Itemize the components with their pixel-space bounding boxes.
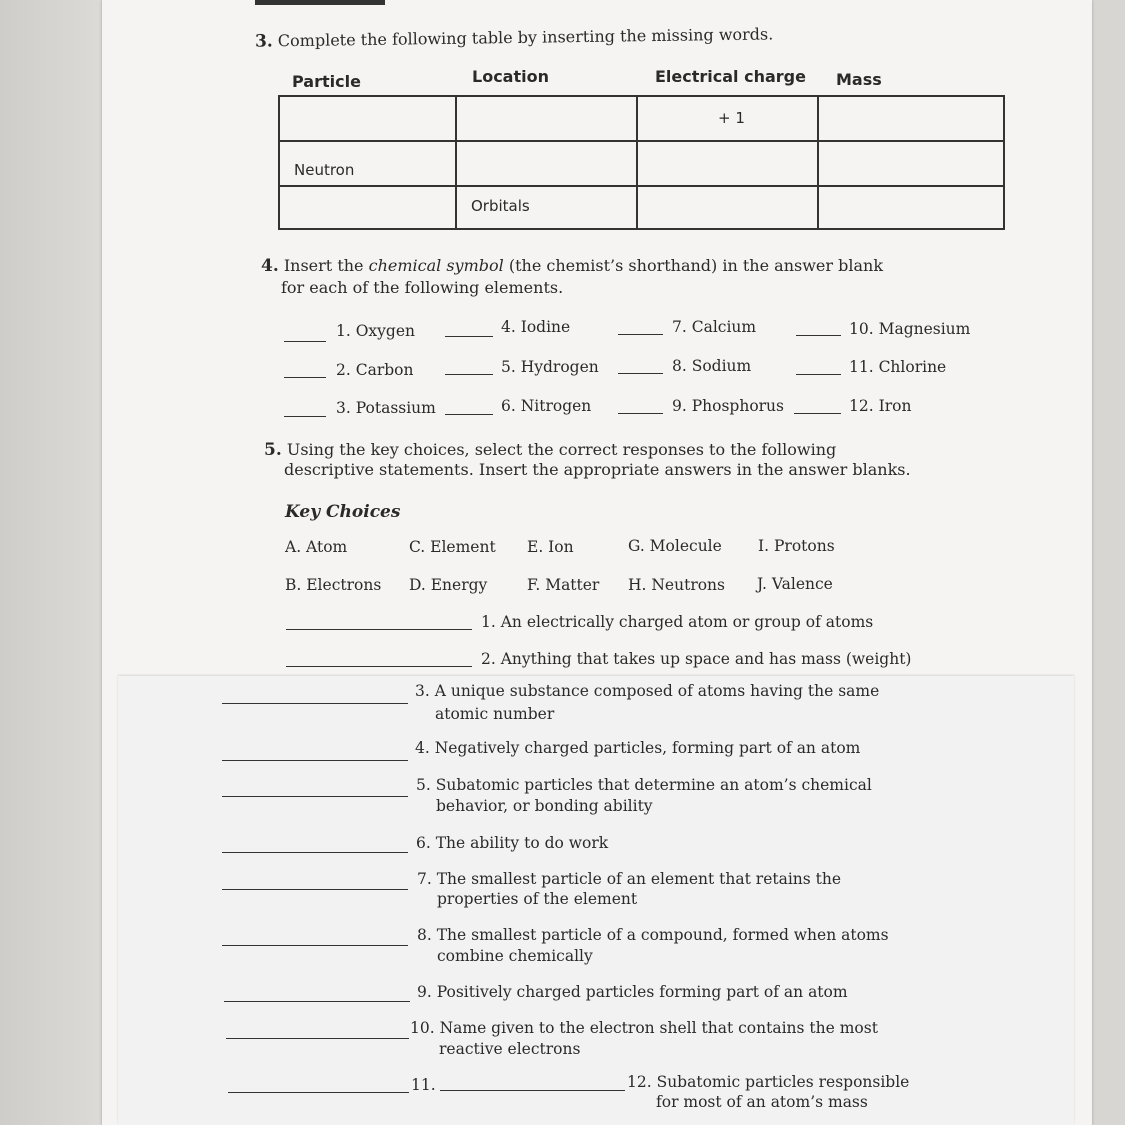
element-potassium: 3. Potassium	[336, 399, 436, 417]
answer-blank-statement-9[interactable]	[224, 1001, 410, 1002]
table-header-charge: Electrical charge	[655, 67, 806, 86]
answer-blank-statement-5[interactable]	[222, 796, 408, 797]
answer-blank-iodine[interactable]	[445, 336, 493, 337]
answer-blank-hydrogen[interactable]	[445, 374, 493, 375]
statement-9: 9. Positively charged particles forming part of an atom	[417, 983, 848, 1001]
table-col-divider	[636, 97, 638, 228]
background-left	[0, 0, 105, 1125]
table-row-divider	[280, 185, 1003, 187]
element-carbon: 2. Carbon	[336, 361, 414, 379]
choice-b: B. Electrons	[285, 576, 382, 594]
element-calcium: 7. Calcium	[672, 318, 757, 336]
element-hydrogen: 5. Hydrogen	[501, 358, 599, 376]
q4-prompt	[261, 256, 883, 276]
table-col-divider	[817, 97, 819, 228]
element-chlorine: 11. Chlorine	[849, 358, 947, 376]
statement-10-line1: 10. Name given to the electron shell that contains the most	[410, 1019, 878, 1037]
statement-12-line1: 12. Subatomic particles responsible	[627, 1073, 910, 1091]
element-iron: 12. Iron	[849, 397, 912, 415]
choice-e: E. Ion	[527, 538, 574, 556]
answer-blank-chlorine[interactable]	[796, 374, 841, 375]
table-row-divider	[280, 140, 1003, 142]
q4-prompt-emphasis: chemical symbol	[368, 256, 504, 275]
answer-blank-statement-10[interactable]	[226, 1038, 409, 1039]
answer-blank-statement-6[interactable]	[222, 852, 408, 853]
choice-d: D. Energy	[409, 576, 488, 594]
answer-blank-statement-4[interactable]	[222, 760, 408, 761]
answer-blank-oxygen[interactable]	[284, 341, 326, 342]
cell-r1-charge: + 1	[718, 109, 745, 127]
answer-blank-carbon[interactable]	[284, 377, 326, 378]
answer-blank-nitrogen[interactable]	[445, 414, 493, 415]
particle-table	[278, 95, 1005, 230]
answer-blank-statement-1[interactable]	[286, 629, 472, 630]
key-choices-title: Key Choices	[285, 502, 401, 522]
statement-3-line2: atomic number	[435, 705, 555, 723]
statement-2: 2. Anything that takes up space and has mass (weight)	[481, 650, 912, 668]
q5-number: 5.	[264, 440, 282, 460]
statement-11: 11.	[411, 1076, 436, 1094]
statement-10-line2: reactive electrons	[439, 1040, 581, 1058]
element-sodium: 8. Sodium	[672, 357, 752, 375]
statement-5-line2: behavior, or bonding ability	[436, 797, 653, 815]
answer-blank-statement-7[interactable]	[222, 889, 408, 890]
element-iodine: 4. Iodine	[501, 318, 571, 336]
answer-blank-sodium[interactable]	[618, 373, 663, 374]
choice-i: I. Protons	[758, 537, 835, 555]
answer-blank-statement-8[interactable]	[222, 945, 408, 946]
statement-1: 1. An electrically charged atom or group of atoms	[481, 613, 874, 631]
answer-blank-potassium[interactable]	[284, 416, 326, 417]
q3-number: 3.	[254, 31, 273, 52]
choice-f: F. Matter	[527, 576, 600, 594]
choice-h: H. Neutrons	[628, 576, 725, 594]
statement-7-line1: 7. The smallest particle of an element that retains the	[417, 870, 842, 888]
q5-prompt-line1: Using the key choices, select the correct responses to the following	[286, 440, 837, 459]
table-header-particle: Particle	[292, 72, 361, 91]
statement-5-line1: 5. Subatomic particles that determine an atom’s chemical	[416, 776, 872, 794]
element-oxygen: 1. Oxygen	[336, 322, 415, 340]
choice-a: A. Atom	[285, 538, 348, 556]
statement-3-line1: 3. A unique substance composed of atoms having the same	[415, 682, 880, 700]
q4-prompt-line2: for each of the following elements.	[281, 278, 564, 297]
q5-prompt	[264, 440, 836, 460]
answer-blank-statement-11b[interactable]	[440, 1090, 625, 1091]
statement-12-line2: for most of an atom’s mass	[656, 1093, 868, 1111]
table-header-location: Location	[472, 67, 549, 86]
statement-7-line2: properties of the element	[437, 890, 638, 908]
answer-blank-statement-3[interactable]	[222, 703, 408, 704]
table-header-mass: Mass	[836, 70, 882, 89]
cell-r2-particle: Neutron	[294, 161, 355, 179]
q4-prompt-pre: Insert the	[283, 256, 364, 275]
q3-prompt-text: Complete the following table by inserting the missing words.	[277, 24, 774, 51]
answer-blank-statement-2[interactable]	[286, 666, 472, 667]
cell-r3-location: Orbitals	[471, 197, 530, 215]
q4-number: 4.	[261, 256, 279, 276]
element-magnesium: 10. Magnesium	[849, 320, 971, 338]
answer-blank-magnesium[interactable]	[796, 335, 841, 336]
choice-g: G. Molecule	[628, 537, 722, 555]
q5-prompt-line2: descriptive statements. Insert the appropriate answers in the answer blanks.	[284, 460, 911, 479]
table-col-divider	[455, 97, 457, 228]
answer-blank-statement-11[interactable]	[228, 1092, 409, 1093]
statement-4: 4. Negatively charged particles, forming part of an atom	[415, 739, 861, 757]
statement-8-line2: combine chemically	[437, 947, 593, 965]
statement-8-line1: 8. The smallest particle of a compound, formed when atoms	[417, 926, 889, 944]
answer-blank-calcium[interactable]	[618, 334, 663, 335]
choice-j: J. Valence	[757, 575, 833, 593]
statement-6: 6. The ability to do work	[416, 834, 609, 852]
choice-c: C. Element	[409, 538, 496, 556]
cropped-heading-fragment	[255, 0, 385, 5]
q4-prompt-post: (the chemist’s shorthand) in the answer blank	[508, 256, 884, 275]
element-nitrogen: 6. Nitrogen	[501, 397, 592, 415]
element-phosphorus: 9. Phosphorus	[672, 397, 784, 415]
answer-blank-iron[interactable]	[794, 413, 841, 414]
answer-blank-phosphorus[interactable]	[618, 413, 663, 414]
